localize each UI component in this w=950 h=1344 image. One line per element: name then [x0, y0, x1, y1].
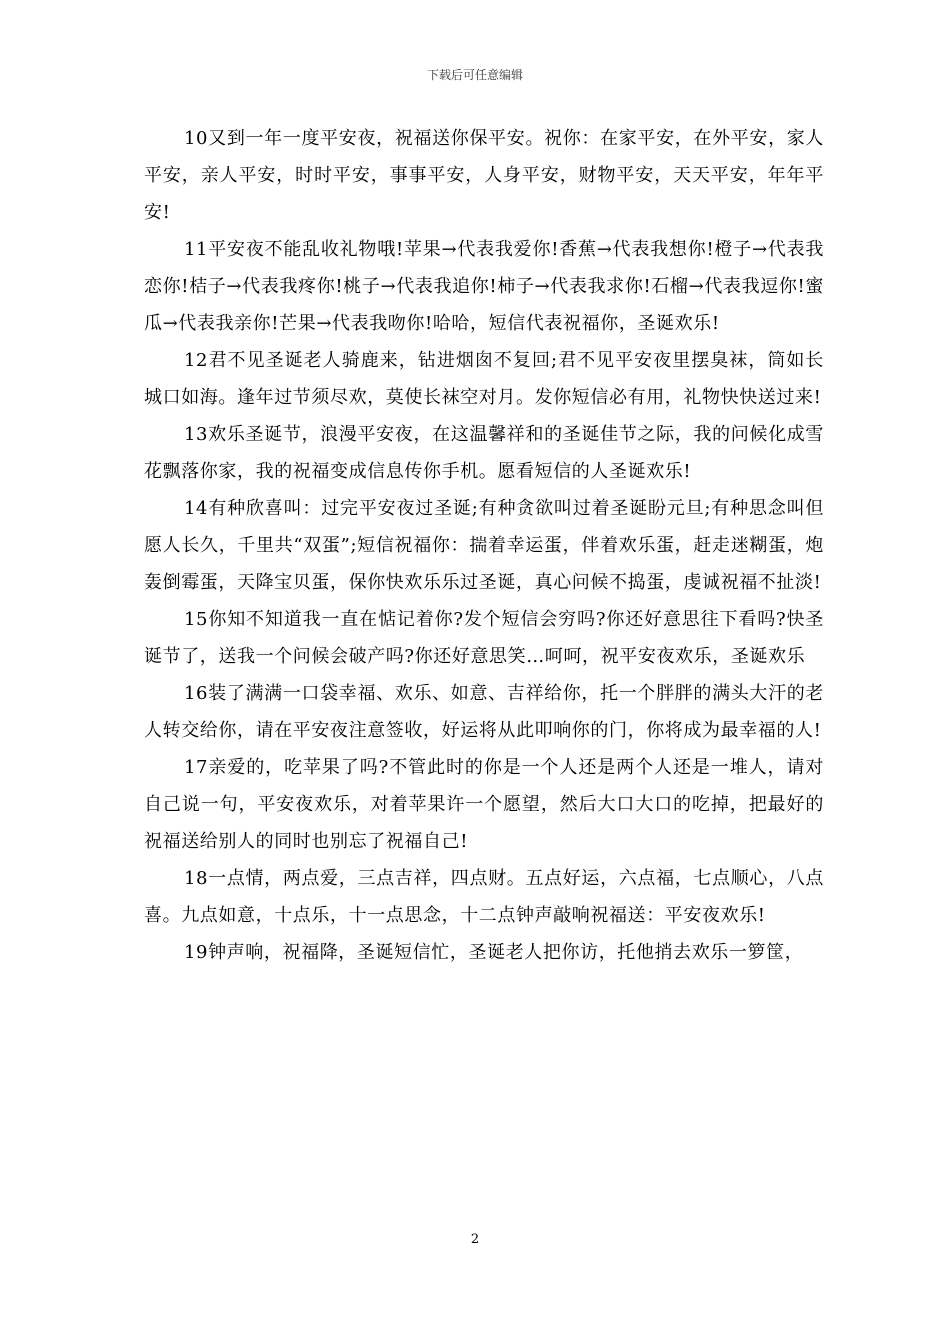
paragraph-15: 15你知不知道我一直在惦记着你?发个短信会穷吗?你还好意思往下看吗?快圣诞节了，送我一个问候会破产吗?你还好意思笑…呵呵，祝平安夜欢乐，圣诞欢乐: [144, 609, 824, 667]
paragraph-18: 18一点情，两点爱，三点吉祥，四点财。五点好运，六点福，七点顺心，八点喜。九点如意，十点乐，十一点思念，十二点钟声敲响祝福送：平安夜欢乐!: [144, 868, 824, 926]
paragraph-14: 14有种欣喜叫：过完平安夜过圣诞;有种贪欲叫过着圣诞盼元旦;有种思念叫但愿人长久，千里共“双蛋”;短信祝福你：揣着幸运蛋，伴着欢乐蛋，赶走迷糊蛋，炮轰倒霉蛋，天降宝贝蛋，保你快欢乐乐过圣诞，真心问候不捣蛋，虔诚祝福不扯淡!: [144, 498, 824, 593]
paragraph-10: 10又到一年一度平安夜，祝福送你保平安。祝你：在家平安，在外平安，家人平安，亲人平安，时时平安，事事平安，人身平安，财物平安，天天平安，年年平安!: [144, 128, 824, 223]
paragraph-12: 12君不见圣诞老人骑鹿来，钻进烟囱不复回;君不见平安夜里摆臭袜，筒如长城口如海。逢年过节须尽欢，莫使长袜空对月。发你短信必有用，礼物快快送过来!: [144, 350, 824, 408]
paragraph-16: 16装了满满一口袋幸福、欢乐、如意、吉祥给你，托一个胖胖的满头大汗的老人转交给你，请在平安夜注意签收，好运将从此叩响你的门，你将成为最幸福的人!: [144, 683, 824, 741]
paragraph-19: 19钟声响，祝福降，圣诞短信忙，圣诞老人把你访，托他捎去欢乐一箩筐，: [184, 942, 804, 963]
page-header: 下载后可任意编辑: [426, 68, 523, 82]
page-number: 2: [470, 1232, 480, 1247]
paragraph-17: 17亲爱的，吃苹果了吗?不管此时的你是一个人还是两个人还是一堆人，请对自己说一句，平安夜欢乐，对着苹果许一个愿望，然后大口大口的吃掉，把最好的祝福送给别人的同时也别忘了祝福自己!: [144, 757, 824, 852]
paragraph-13: 13欢乐圣诞节，浪漫平安夜，在这温馨祥和的圣诞佳节之际，我的问候化成雪花飘落你家，我的祝福变成信息传你手机。愿看短信的人圣诞欢乐!: [144, 424, 824, 482]
document-body: [144, 120, 824, 971]
paragraph-11: 11平安夜不能乱收礼物哦!苹果→代表我爱你!香蕉→代表我想你!橙子→代表我恋你!桔子→代表我疼你!桃子→代表我追你!柿子→代表我求你!石榴→代表我逗你!蜜瓜→代表我亲你!芒果→代表我吻你!哈哈，短信代表祝福你，圣诞欢乐!: [144, 239, 824, 334]
